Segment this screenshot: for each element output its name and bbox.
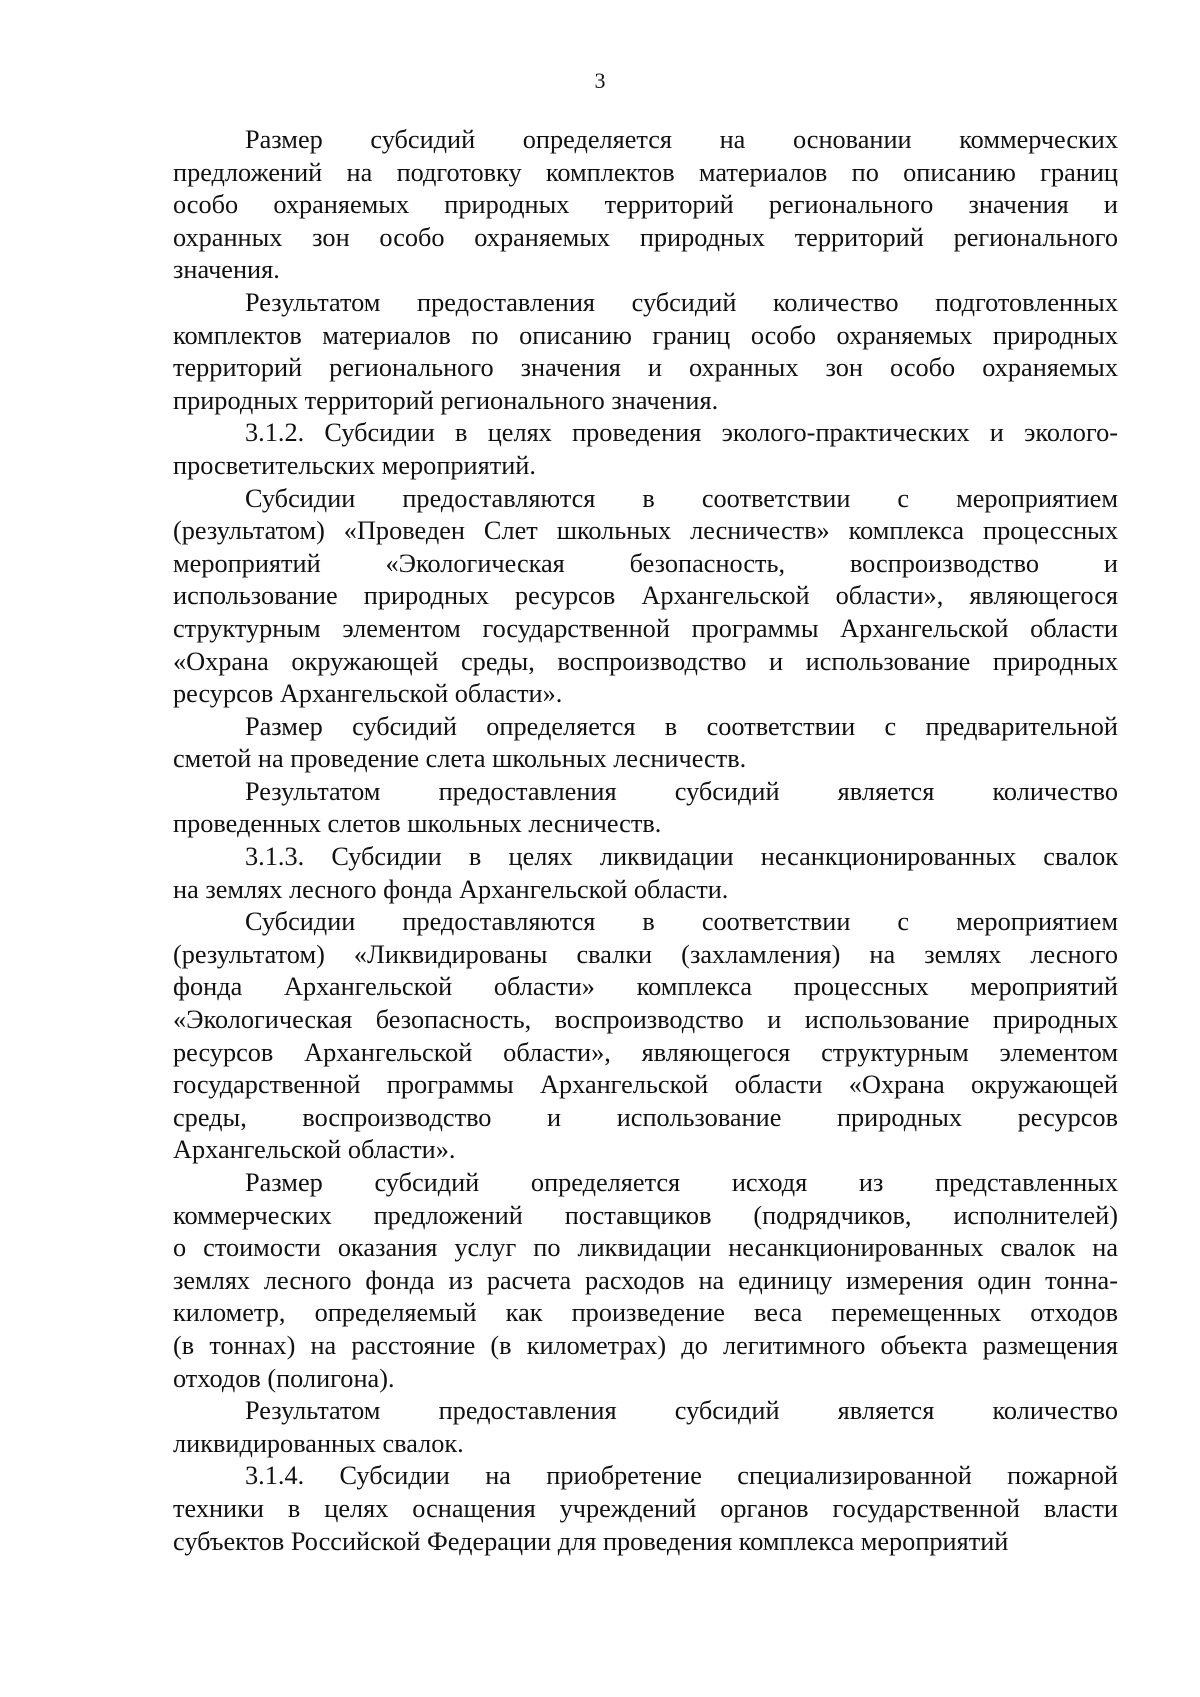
text-line: охранных зон особо охраняемых природных территорий регионального — [173, 222, 1118, 252]
text-line: значения. — [173, 255, 280, 285]
paragraph-p10 — [173, 1395, 1118, 1460]
text-line: отходов (полигона). — [173, 1363, 395, 1393]
text-line: особо охраняемых природных территорий регионального значения и — [173, 190, 1118, 220]
paragraph-p2 — [173, 287, 1118, 417]
text-line: государственной программы Архангельской области «Охрана окружающей — [173, 1070, 1118, 1100]
text-line: Субсидии предоставляются в соответствии с мероприятием — [245, 907, 1118, 937]
text-line: о стоимости оказания услуг по ликвидации несанкционированных свалок на — [173, 1233, 1118, 1263]
text-line: субъектов Российской Федерации для проведения комплекса мероприятий — [173, 1526, 1009, 1556]
page-number: 3 — [594, 68, 606, 93]
text-line: на землях лесного фонда Архангельской области. — [173, 874, 729, 904]
text-line: фонда Архангельской области» комплекса процессных мероприятий — [173, 972, 1118, 1002]
text-line: мероприятий «Экологическая безопасность, воспроизводство и — [173, 548, 1118, 578]
text-line: предложений на подготовку комплектов материалов по описанию границ — [173, 157, 1118, 187]
text-line: 3.1.2. Субсидии в целях проведения эколого-практических и эколого- — [245, 418, 1118, 448]
text-line: Размер субсидий определяется исходя из представленных — [245, 1168, 1118, 1197]
text-line: Размер субсидий определяется на основании коммерческих — [245, 125, 1118, 154]
text-line: техники в целях оснащения учреждений органов государственной власти — [173, 1493, 1118, 1523]
text-line: Размер субсидий определяется в соответствии с предварительной — [245, 711, 1118, 741]
paragraph-p9 — [173, 1167, 1118, 1395]
text-line: проведенных слетов школьных лесничеств. — [173, 809, 662, 839]
text-line: Результатом предоставления субсидий количество подготовленных — [245, 287, 1118, 317]
paragraph-p8 — [173, 906, 1118, 1167]
paragraph-p6 — [173, 776, 1118, 841]
text-line: комплектов материалов по описанию границ особо охраняемых природных — [173, 320, 1118, 350]
text-line: Результатом предоставления субсидий является количество — [245, 1396, 1118, 1426]
text-line: Результатом предоставления субсидий является количество — [245, 776, 1118, 806]
text-line: ликвидированных свалок. — [173, 1428, 464, 1458]
paragraph-p5 — [173, 711, 1118, 776]
paragraph-p7 — [173, 841, 1118, 906]
document-body — [173, 124, 1118, 1558]
paragraph-p1 — [173, 124, 1118, 287]
text-line: структурным элементом государственной программы Архангельской области — [173, 613, 1118, 643]
paragraph-p11 — [173, 1460, 1118, 1558]
text-line: территорий регионального значения и охранных зон особо охраняемых — [173, 353, 1118, 383]
text-line: Субсидии предоставляются в соответствии с мероприятием — [245, 483, 1118, 513]
text-line: землях лесного фонда из расчета расходов на единицу измерения один тонна- — [173, 1265, 1118, 1295]
paragraph-p3 — [173, 417, 1118, 482]
text-line: Архангельской области». — [173, 1135, 456, 1165]
text-line: природных территорий регионального значения. — [173, 385, 719, 415]
text-line: километр, определяемый как произведение веса перемещенных отходов — [173, 1298, 1118, 1328]
text-line: 3.1.4. Субсидии на приобретение специализированной пожарной — [245, 1461, 1118, 1491]
text-line: среды, воспроизводство и использование природных ресурсов — [173, 1102, 1118, 1132]
text-line: сметой на проведение слета школьных лесничеств. — [173, 744, 747, 774]
text-line: коммерческих предложений поставщиков (подрядчиков, исполнителей) — [173, 1200, 1118, 1230]
text-line: 3.1.3. Субсидии в целях ликвидации несанкционированных свалок — [245, 842, 1118, 872]
text-line: (результатом) «Ликвидированы свалки (захламления) на землях лесного — [173, 939, 1118, 969]
text-line: ресурсов Архангельской области». — [173, 679, 563, 709]
text-line: «Экологическая безопасность, воспроизводство и использование природных — [173, 1005, 1118, 1035]
text-line: (в тоннах) на расстояние (в километрах) до легитимного объекта размещения — [173, 1330, 1118, 1360]
text-line: ресурсов Архангельской области», являющегося структурным элементом — [173, 1037, 1118, 1067]
paragraph-p4 — [173, 483, 1118, 711]
text-line: использование природных ресурсов Архангельской области», являющегося — [173, 581, 1118, 611]
text-line: «Охрана окружающей среды, воспроизводство и использование природных — [173, 646, 1118, 676]
text-line: просветительских мероприятий. — [173, 450, 536, 480]
text-line: (результатом) «Проведен Слет школьных лесничеств» комплекса процессных — [173, 516, 1118, 546]
